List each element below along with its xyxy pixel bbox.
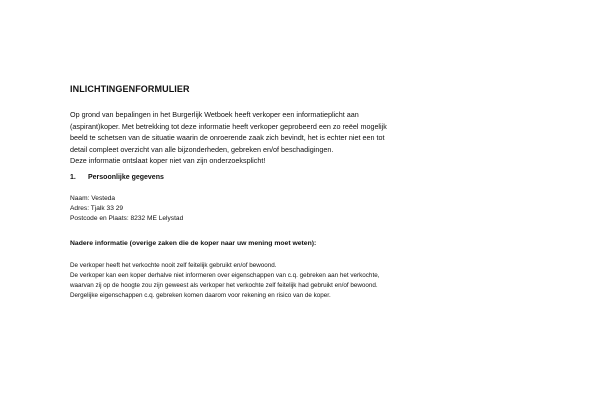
- document-title: INLICHTINGENFORMULIER: [70, 84, 190, 94]
- intro-line: Deze informatie ontslaat koper niet van zijn onderzoeksplicht!: [70, 156, 266, 166]
- section-heading-persoonlijke-gegevens: [70, 174, 164, 181]
- nadere-line: Dergelijke eigenschappen c.q. gebreken komen daarom voor rekening en risico van de koper.: [70, 292, 331, 300]
- personal-name: Naam: Vesteda: [70, 195, 116, 202]
- section-number: 1.: [70, 174, 76, 181]
- nadere-line: waarvan zij op de hoogte zou zijn geweest als verkoper het verkochte zelf feitelijk had gebruikt en/of bewoond.: [70, 282, 378, 290]
- nadere-informatie-body: [70, 261, 550, 301]
- intro-paragraph: [70, 109, 540, 167]
- intro-line: detail compleet overzicht van alle bijzonderheden, gebreken en/of beschadigingen.: [70, 144, 334, 154]
- nadere-line: De verkoper heeft het verkochte nooit zelf feitelijk gebruikt en/of bewoond.: [70, 262, 277, 269]
- intro-line: (aspirant)koper. Met betrekking tot deze informatie heeft verkoper geprobeerd een zo reëel mogelijk: [70, 121, 387, 131]
- intro-line: Op grond van bepalingen in het Burgerlijk Wetboek heeft verkoper een informatieplicht aan: [70, 110, 359, 119]
- personal-details: [70, 194, 183, 225]
- personal-postcode-city: Postcode en Plaats: 8232 ME Lelystad: [70, 215, 184, 223]
- personal-address: Adres: Tjalk 33 29: [70, 205, 124, 213]
- section-title: Persoonlijke gegevens: [88, 174, 164, 181]
- nadere-line: De verkoper kan een koper derhalve niet informeren over eigenschappen van c.q. gebreken aan het verkochte,: [70, 272, 380, 280]
- nadere-informatie-heading: Nadere informatie (overige zaken die de koper naar uw mening moet weten):: [70, 240, 317, 247]
- intro-line: beeld te schetsen van de situatie waarin de onroerende zaak zich bevindt, het is echter niet een tot: [70, 133, 385, 143]
